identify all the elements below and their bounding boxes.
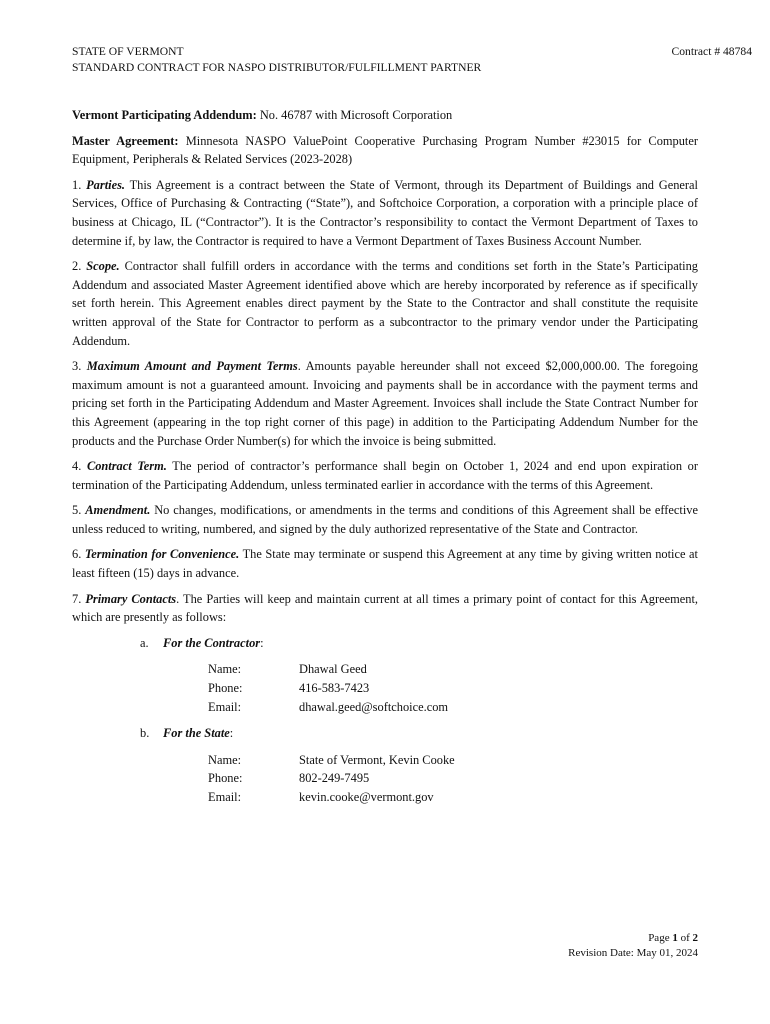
addendum-text: No. 46787 with Microsoft Corporation (259, 108, 453, 122)
page-word: Page (648, 932, 670, 944)
header-state: STATE OF VERMONT (72, 45, 184, 58)
section-amendment (72, 501, 698, 538)
section-title: Primary Contacts (85, 591, 177, 606)
contact-row (72, 698, 698, 717)
section-title: Maximum Amount and Payment Terms (86, 359, 298, 374)
section-number: 6. (72, 547, 82, 562)
contact-label: Email: (208, 699, 242, 714)
contact-value: 802-249-7495 (299, 771, 370, 786)
page-footer (568, 931, 698, 961)
list-letter: b. (140, 726, 150, 741)
contact-value: dhawal.geed@softchoice.com (299, 699, 449, 714)
page-header (72, 44, 752, 76)
contact-value: kevin.cooke@vermont.gov (299, 790, 434, 804)
page-current: 1 (672, 932, 678, 944)
section-title: Scope. (86, 259, 120, 274)
contact-value: State of Vermont, Kevin Cooke (299, 752, 455, 767)
contact-row (72, 788, 698, 807)
contact-title: For the Contractor (163, 635, 261, 650)
section-termination (72, 545, 698, 582)
master-agreement-line (72, 132, 698, 169)
contact-row (72, 679, 698, 698)
section-number: 7. (72, 591, 82, 606)
contact-label: Phone: (208, 681, 243, 696)
contact-row (72, 769, 698, 788)
state-contact (72, 751, 698, 807)
section-primary-contacts (72, 590, 698, 627)
contact-value: 416-583-7423 (299, 681, 370, 696)
list-letter: a. (140, 635, 149, 650)
colon: : (229, 726, 234, 741)
page-total: 2 (692, 932, 698, 944)
contact-title: For the State (163, 726, 230, 741)
contact-label: Email: (208, 790, 242, 804)
section-payment-terms (72, 357, 698, 450)
section-number: 3. (72, 359, 82, 374)
master-agreement-text: Minnesota NASPO ValuePoint Cooperative Purchasing Program Number #23015 for Computer Equipment, Peripherals & Related Services (2023-2028) (72, 133, 698, 167)
contract-number: Contract # 48784 (671, 45, 752, 58)
section-title: Amendment. (85, 503, 151, 518)
page-number (568, 931, 698, 946)
addendum-label: Vermont Participating Addendum: (72, 108, 257, 122)
section-number: 2. (72, 259, 82, 274)
contact-label: Name: (208, 752, 242, 767)
section-number: 1. (72, 177, 82, 192)
contractor-contact (72, 660, 698, 716)
section-title: Termination for Convenience. (84, 547, 240, 562)
section-parties (72, 176, 698, 250)
colon: : (260, 635, 264, 650)
section-text: The period of contractor’s performance shall begin on October 1, 2024 and end upon expiration or termination of the Participating Addendum, unless terminated earlier in accordance with the terms of this Agreement. (72, 459, 699, 492)
contact-label: Name: (208, 662, 242, 677)
section-text: The State may terminate or suspend this Agreement at any time by giving written notice at least fifteen (15) days in advance. (72, 547, 699, 581)
page-of: of (680, 932, 690, 944)
addendum-line (72, 106, 698, 125)
contract-body (72, 106, 698, 815)
section-text: This Agreement is a contract between the State of Vermont, through its Department of Buildings and General Services, Office of Purchasing & Contracting (“State”), and Softchoice Corporation, a corporation with a principle place of business at Chicago, IL (“Contractor”). It is the Contractor’s responsibility to contact the Vermont Department of Taxes to determine if, by law, the Contractor is required to have a Vermont Department of Taxes Business Account Number. (72, 177, 698, 248)
section-title: Contract Term. (86, 459, 167, 474)
contact-row (72, 751, 698, 770)
contact-row (72, 660, 698, 679)
section-text: . The Parties will keep and maintain current at all times a primary point of contact for this Agreement, which are presently as follows: (72, 591, 698, 625)
section-text: Contractor shall fulfill orders in accordance with the terms and conditions set forth in the State’s Participating Addendum and associated Master Agreement identified above which are hereby incorporated by reference as if specifically set forth herein. This Agreement enables direct payment by the State to the Contractor and shall constitute the requisite written approval of the State for Contractor to perform as a subcontractor to the primary vendor under the Participating Addendum. (72, 259, 699, 348)
contractor-contact-heading (72, 634, 698, 653)
section-text: No changes, modifications, or amendments in the terms and conditions of this Agreement shall be effective unless reduced to writing, numbered, and signed by the duly authorized representative of the State and Contractor. (72, 503, 698, 536)
section-title: Parties. (86, 177, 125, 192)
section-text: . Amounts payable hereunder shall not exceed $2,000,000.00. The foregoing maximum amount is not a guaranteed amount. Invoicing and payments shall be in accordance with the payment terms and pricing set forth in the Participating Addendum and Master Agreement. Invoices shall include the State Contract Number for this Agreement (appearing in the top right corner of this page) in addition to the Participating Addendum Number for the products and the Purchase Order Number(s) for which the invoice is being submitted. (72, 359, 698, 448)
state-contact-heading (72, 724, 698, 743)
section-scope (72, 257, 698, 350)
master-agreement-label: Master Agreement: (72, 133, 179, 148)
section-number: 4. (72, 459, 82, 474)
section-contract-term (72, 457, 698, 494)
contact-label: Phone: (208, 771, 243, 786)
revision-date: Revision Date: May 01, 2024 (568, 947, 698, 959)
contact-value: Dhawal Geed (299, 662, 367, 677)
section-number: 5. (72, 503, 82, 518)
header-contract-type: STANDARD CONTRACT FOR NASPO DISTRIBUTOR/FULFILLMENT PARTNER (72, 61, 482, 74)
